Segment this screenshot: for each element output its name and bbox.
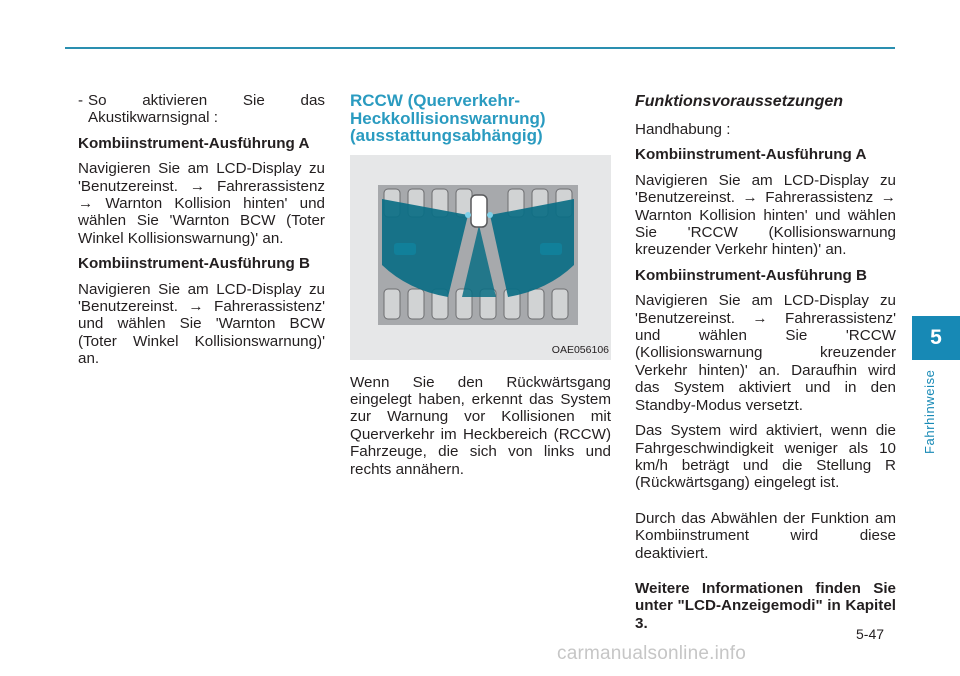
heading-cluster-a-right: Kombiinstrument-Ausführung A: [635, 146, 867, 164]
top-rule: [65, 47, 895, 49]
bullet-dash: -: [78, 92, 84, 109]
bullet-text: So aktivieren Sie das Akustikwarnsignal :: [88, 92, 325, 127]
subsection-title: Funktionsvoraussetzungen: [635, 93, 844, 110]
paragraph-activation: Das System wird aktiviert, wenn die Fahrgeschwindigkeit weniger als 10 km/h beträgt und die Stellung R (Rückwärtsgang) eingelegt ist.: [635, 422, 896, 492]
watermark: carmanualsonline.info: [557, 643, 747, 664]
section-title: RCCW (Querverkehr-Heckkollisionswarnung) (ausstattungsabhängig): [350, 91, 546, 145]
heading-cluster-b-right: Kombiinstrument-Ausführung B: [635, 266, 868, 284]
page-number: 5-47: [856, 626, 885, 642]
chapter-tab: 5: [912, 316, 960, 360]
rccw-description: Wenn Sie den Rückwärtsgang eingelegt haben, erkennt das System zur Warnung vor Kollisionen mit Querverkehr im Heckbereich (RCCW) Fahrzeuge, die sich von links und rechts annähern.: [350, 373, 611, 478]
column-middle: [350, 92, 611, 486]
handhabung-label: Handhabung :: [635, 121, 731, 138]
paragraph-cluster-b: Navigieren Sie am LCD-Display zu 'Benutzereinst. → Fahrerassistenz' und wählen Sie 'Warnton BCW (Toter Winkel Kollisionswarnung)' an.: [78, 280, 325, 368]
paragraph-deactivation: Durch das Abwählen der Funktion am Kombiinstrument wird diese deaktiviert.: [635, 509, 896, 562]
bullet-item: [78, 92, 325, 127]
parking-lot-diagram: [378, 185, 578, 325]
column-left: [78, 92, 325, 376]
paragraph-cluster-a-right: Navigieren Sie am LCD-Display zu 'Benutzereinst. → Fahrerassistenz → Warnton Kollision hinten' und wählen Sie 'RCCW (Kollisionswarnung kreuzender Verkehr hinten)' an.: [635, 171, 896, 259]
column-right: [635, 92, 896, 640]
rccw-illustration: [350, 155, 611, 360]
paragraph-cluster-b-right: Navigieren Sie am LCD-Display zu 'Benutzereinst. → Fahrerassistenz' und wählen Sie 'RCCW (Kollisionswarnung kreuzender Verkehr hinten)' an. Daraufhin wird das System aktiviert und in den Standby-Modus versetzt.: [635, 292, 896, 414]
paragraph-cluster-a: Navigieren Sie am LCD-Display zu 'Benutzereinst. → Fahrerassistenz → Warnton Kollision hinten' und wählen Sie 'Warnton BCW (Toter Winkel Kollisionswarnung)' an.: [78, 160, 325, 247]
heading-cluster-b: Kombiinstrument-Ausführung B: [78, 255, 311, 273]
heading-cluster-a: Kombiinstrument-Ausführung A: [78, 134, 310, 152]
figure-code: OAE056106: [551, 343, 609, 356]
chapter-label: Fahrhinweise: [922, 369, 937, 454]
paragraph-reference: Weitere Informationen finden Sie unter "LCD-Anzeigemodi" in Kapitel 3.: [635, 579, 896, 632]
